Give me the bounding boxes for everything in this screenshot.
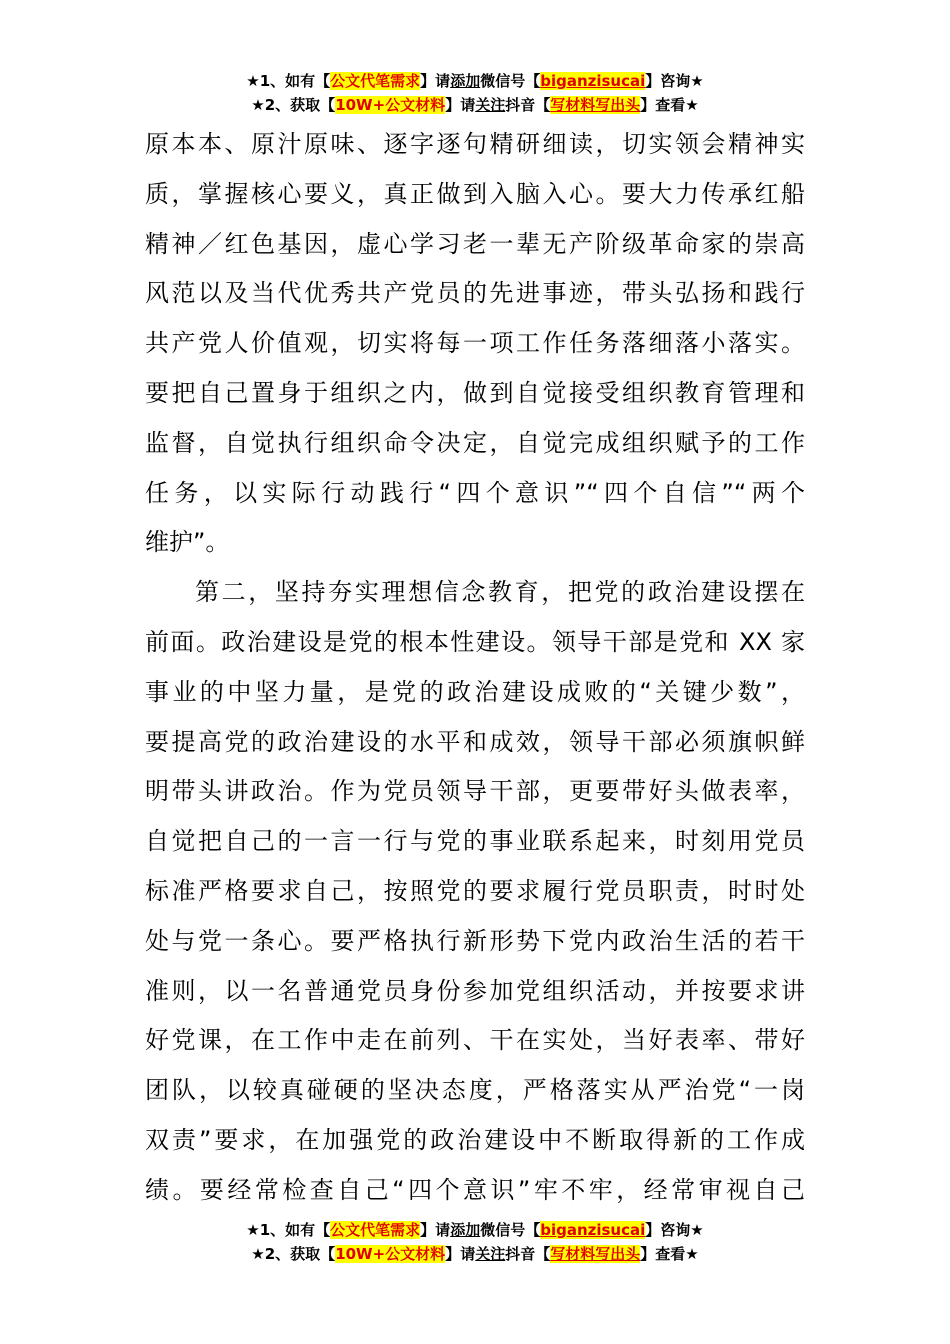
banner-text: 】咨询★ — [645, 1221, 704, 1239]
body-text-line: 共产党人价值观，切实将每一项工作任务落细落小落实。 — [145, 329, 805, 358]
body-text-line: 质，掌握核心要义，真正做到入脑入心。要大力传承红船 — [145, 179, 805, 208]
banner-highlight: 写材料写出头 — [550, 96, 641, 114]
banner-highlight: 公文代笔需求 — [330, 72, 421, 90]
banner-text: 微信号【 — [480, 1221, 541, 1239]
body-text-line: 绩。要经常检查自己“四个意识”牢不牢，经常审视自己 — [145, 1175, 805, 1204]
banner-text: ★1、如有【 — [246, 72, 331, 90]
banner-text: 】请 — [445, 1245, 476, 1263]
body-text-line: 任务，以实际行动践行“四个意识”“四个自信”“两个 — [145, 478, 805, 507]
body-text-line: 监督，自觉执行组织命令决定，自觉完成组织赋予的工作 — [145, 428, 805, 457]
banner-text: 】请 — [420, 72, 451, 90]
body-text-line: 前面。政治建设是党的根本性建设。领导干部是党和 XX 家 — [145, 627, 805, 656]
banner-text: ★2、获取【 — [251, 1245, 336, 1263]
banner-text: 】查看★ — [640, 1245, 699, 1263]
banner-highlight: 公文代笔需求 — [330, 1221, 421, 1239]
body-text-line: 标准严格要求自己，按照党的要求履行党员职责，时时处 — [145, 876, 805, 905]
body-text-line: 要把自己置身于组织之内，做到自觉接受组织教育管理和 — [145, 378, 805, 407]
body-text-line: 自觉把自己的一言一行与党的事业联系起来，时刻用党员 — [145, 827, 805, 856]
banner-underline: 添加 — [450, 1221, 481, 1239]
banner-underline: 关注 — [475, 1245, 506, 1263]
banner-text: 】请 — [420, 1221, 451, 1239]
banner-text: 抖音【 — [505, 96, 551, 114]
body-text-line: 处与党一条心。要严格执行新形势下党内政治生活的若干 — [145, 926, 805, 955]
header-banner — [0, 69, 950, 117]
banner-text: 】请 — [445, 96, 476, 114]
banner-line-2 — [0, 1242, 950, 1266]
body-text-line: 事业的中坚力量，是党的政治建设成败的“关键少数”， — [145, 677, 805, 706]
document-body — [145, 120, 805, 1216]
banner-underline: 关注 — [475, 96, 506, 114]
body-text-line: 精神／红色基因，虚心学习老一辈无产阶级革命家的崇高 — [145, 229, 805, 258]
body-text-line: 原本本、原汁原味、逐字逐句精研细读，切实领会精神实 — [145, 130, 805, 158]
body-text-line: 维护”。 — [145, 528, 230, 557]
banner-highlight: 写材料写出头 — [550, 1245, 641, 1263]
banner-text: 】查看★ — [640, 96, 699, 114]
banner-highlight: 10W+公文材料 — [335, 1245, 446, 1263]
body-text-line: 团队，以较真碰硬的坚决态度，严格落实从严治党“一岗 — [145, 1076, 805, 1105]
banner-text: 微信号【 — [480, 72, 541, 90]
banner-line-1 — [0, 1218, 950, 1242]
banner-text: 】咨询★ — [645, 72, 704, 90]
banner-line-1 — [0, 69, 950, 93]
banner-text: ★1、如有【 — [246, 1221, 331, 1239]
banner-highlight: biganzisucai — [540, 1221, 646, 1239]
body-text-line: 准则，以一名普通党员身份参加党组织活动，并按要求讲 — [145, 976, 805, 1005]
banner-text: 抖音【 — [505, 1245, 551, 1263]
body-text-line: 第二，坚持夯实理想信念教育，把党的政治建设摆在 — [195, 578, 805, 607]
body-text-line: 双责”要求，在加强党的政治建设中不断取得新的工作成 — [145, 1125, 805, 1154]
body-text-line: 要提高党的政治建设的水平和成效，领导干部必须旗帜鲜 — [145, 727, 805, 756]
banner-text: ★2、获取【 — [251, 96, 336, 114]
body-text-line: 风范以及当代优秀共产党员的先进事迹，带头弘扬和践行 — [145, 279, 805, 308]
banner-underline: 添加 — [450, 72, 481, 90]
banner-line-2 — [0, 93, 950, 117]
banner-highlight: 10W+公文材料 — [335, 96, 446, 114]
banner-highlight: biganzisucai — [540, 72, 646, 90]
footer-banner — [0, 1218, 950, 1266]
body-text-line: 明带头讲政治。作为党员领导干部，更要带好头做表率， — [145, 777, 805, 806]
body-text-line: 好党课，在工作中走在前列、干在实处，当好表率、带好 — [145, 1026, 805, 1055]
